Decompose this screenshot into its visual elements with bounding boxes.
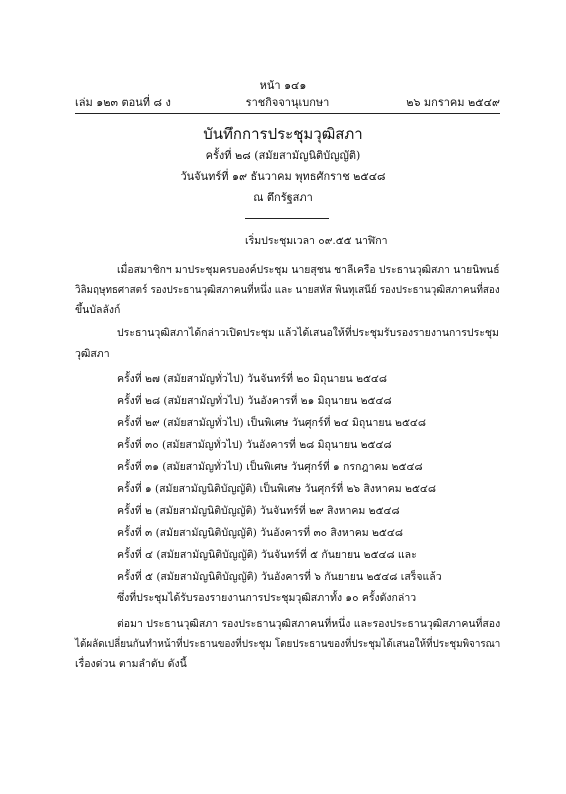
volume-issue: เล่ม ๑๒๓ ตอนที่ ๘ ง <box>75 96 171 109</box>
session-list-item: ครั้งที่ ๒๘ (สมัยสามัญทั่วไป) วันอังคารที่ ๒๑ มิถุนายน ๒๕๔๘ <box>117 395 392 407</box>
paragraph-line: วิลิมฤษุทธศาสตร์ รองประธานวุฒิสภาคนที่หนึ่ง และ นายสหัส พินทุเสนีย์ รองประธานวุฒิสภาคนที่สอง <box>75 284 500 296</box>
session-date: วันจันทร์ที่ ๑๙ ธันวาคม พุทธศักราช ๒๕๔๘ <box>180 170 386 183</box>
title-divider <box>245 218 329 219</box>
paragraph-line: ได้ผลัดเปลี่ยนกันทำหน้าที่ประธานของที่ประชุม โดยประธานของที่ประชุมได้เสนอให้ที่ประชุมพิจารณา <box>75 638 501 650</box>
start-time: เริ่มประชุมเวลา ๐๙.๕๕ นาฬิกา <box>245 235 388 247</box>
gazette-name: ราชกิจจานุเบกษา <box>245 96 330 109</box>
session-list-item: ครั้งที่ ๑ (สมัยสามัญนิติบัญญัติ) เป็นพิเศษ วันศุกร์ที่ ๒๖ สิงหาคม ๒๕๔๘ <box>117 483 436 495</box>
paragraph-line: ต่อมา ประธานวุฒิสภา รองประธานวุฒิสภาคนที่หนึ่ง และรองประธานวุฒิสภาคนที่สอง <box>117 618 501 630</box>
session-list-item: ครั้งที่ ๓๑ (สมัยสามัญทั่วไป) เป็นพิเศษ วันศุกร์ที่ ๑ กรกฎาคม ๒๕๔๘ <box>117 461 423 473</box>
session-list-item: ครั้งที่ ๒๙ (สมัยสามัญทั่วไป) เป็นพิเศษ วันศุกร์ที่ ๒๔ มิถุนายน ๒๕๔๘ <box>117 417 426 429</box>
header-rule <box>75 113 500 114</box>
page-number: หน้า ๑๔๑ <box>259 79 307 92</box>
paragraph-line: เมื่อสมาชิกฯ มาประชุมครบองค์ประชุม นายสุชน ชาลีเครือ ประธานวุฒิสภา นายนิพนธ์ <box>117 264 500 276</box>
session-list-item: ครั้งที่ ๒๗ (สมัยสามัญทั่วไป) วันจันทร์ที่ ๒๐ มิถุนายน ๒๕๔๘ <box>117 373 387 385</box>
session-list-item: ครั้งที่ ๕ (สมัยสามัญนิติบัญญัติ) วันอังคารที่ ๖ กันยายน ๒๕๔๘ เสร็จแล้ว <box>117 571 442 583</box>
session-list-item: ครั้งที่ ๒ (สมัยสามัญนิติบัญญัติ) วันจันทร์ที่ ๒๙ สิงหาคม ๒๕๔๘ <box>117 505 400 517</box>
session-list-item: ครั้งที่ ๓๐ (สมัยสามัญทั่วไป) วันอังคารที่ ๒๘ มิถุนายน ๒๕๔๘ <box>117 439 392 451</box>
paragraph-line: วุฒิสภา <box>75 348 110 360</box>
paragraph-line: เรื่องด่วน ตามลำดับ ดังนี้ <box>75 658 187 670</box>
session-list-item: ครั้งที่ ๓ (สมัยสามัญนิติบัญญัติ) วันอังคารที่ ๓๐ สิงหาคม ๒๕๔๘ <box>117 527 403 539</box>
approval-statement: ซึ่งที่ประชุมได้รับรองรายงานการประชุมวุฒิสภาทั้ง ๑๐ ครั้งดังกล่าว <box>117 592 417 604</box>
session-number: ครั้งที่ ๒๘ (สมัยสามัญนิติบัญญัติ) <box>205 149 361 162</box>
document-title: บันทึกการประชุมวุฒิสภา <box>203 125 363 143</box>
paragraph-line: ประธานวุฒิสภาได้กล่าวเปิดประชุม แล้วได้เสนอให้ที่ประชุมรับรองรายงานการประชุม <box>117 327 499 339</box>
paragraph-line: ขึ้นบัลลังก์ <box>75 304 121 316</box>
session-list-item: ครั้งที่ ๔ (สมัยสามัญนิติบัญญัติ) วันจันทร์ที่ ๕ กันยายน ๒๕๔๘ และ <box>117 549 417 561</box>
publication-date: ๒๖ มกราคม ๒๕๔๙ <box>406 96 500 109</box>
session-place: ณ ตึกรัฐสภา <box>253 191 313 204</box>
